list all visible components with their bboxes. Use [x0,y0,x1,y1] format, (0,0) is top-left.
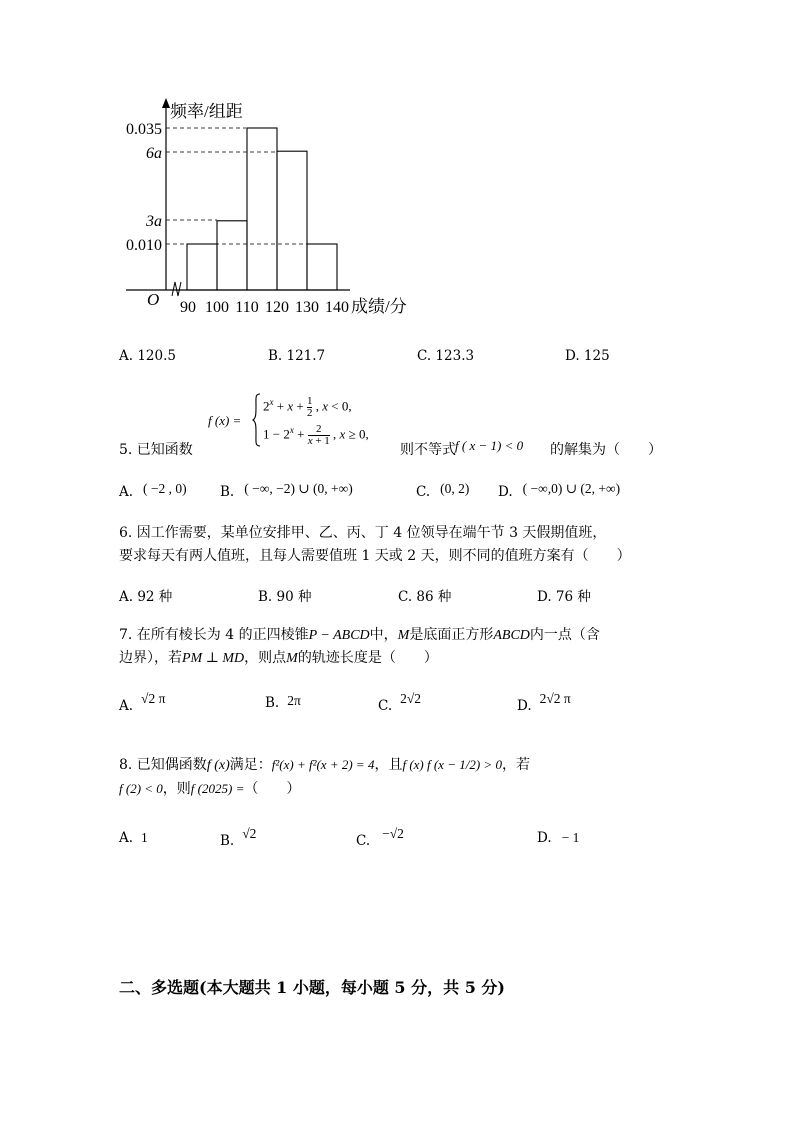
q8-option-a[interactable]: A. 1 [119,830,148,846]
histogram-chart [0,0,794,330]
histogram-bar-4 [277,151,307,290]
q4-option-a[interactable]: A. 120.5 [119,348,176,364]
x-tick-120: 120 [265,299,289,316]
q5-piece-2: $1 - 2^x$ + $\frac{2}{x + 1}$ , x ≥ 0, [263,423,369,447]
y-tick-0035: 0.035 [126,121,162,138]
q5-inequality: f ( x − 1) < 0 [455,438,524,453]
q8-line-2: f (2) < 0，则f (2025) =（ ） [119,781,301,797]
q6-option-a[interactable]: A. 92 种 [119,589,173,605]
x-tick-130: 130 [295,299,319,316]
y-axis-arrow [162,98,170,108]
q7-option-d[interactable]: D. 2√2 π [517,691,571,714]
q7-option-a[interactable]: A. √2 π [119,691,166,714]
q8-line-1: 8. 已知偶函数f (x)满足：f²(x) + f²(x + 2) = 4，且f (x) f (x − 1/2) > 0，若 [119,757,530,773]
q6-option-b[interactable]: B. 90 种 [258,589,312,605]
q4-option-b[interactable]: B. 121.7 [268,348,326,364]
q7-option-c[interactable]: C. 2√2 [378,691,422,714]
q5-piece-1: $2^x + x$ + $\frac{1}{2}$ , x < 0, [263,395,352,419]
q6-option-d[interactable]: D. 76 种 [537,589,591,605]
q5-option-c[interactable]: C. (0, 2) [416,481,470,500]
y-axis-label: 频率/组距 [170,102,243,121]
x-tick-90: 90 [180,299,196,316]
q7-line-2: 边界），若PM ⊥ MD，则点M的轨迹长度是（ ） [119,650,438,666]
q5-option-a[interactable]: A. ( −2 , 0) [119,481,187,500]
y-tick-3a: 3a [146,213,162,230]
x-tick-110: 110 [235,299,259,316]
q5-func-lhs: f (x) = [208,413,242,428]
section-2-title: 二、多选题(本大题共 1 小题，每小题 5 分，共 5 分) [119,978,505,997]
x-tick-140: 140 [325,299,349,316]
q7-option-b[interactable]: B. 2π [265,693,301,711]
q8-option-b[interactable]: B. √2 [220,826,257,849]
q6-line-1: 6. 因工作需要，某单位安排甲、乙、丙、丁 4 位领导在端午节 3 天假期值班， [119,525,607,541]
q4-option-c[interactable]: C. 123.3 [417,348,475,364]
q6-option-c[interactable]: C. 86 种 [398,589,452,605]
q5-option-b[interactable]: B. ( −∞, −2) ∪ (0, +∞) [220,481,353,500]
histogram-bar-2 [217,221,247,290]
axis-break-mark [172,282,181,296]
q5-tail-pre: 则不等式 [400,442,456,458]
origin-label: O [147,290,160,309]
q8-option-c[interactable]: C. −√2 [356,826,404,849]
q6-line-2: 要求每天有两人值班，且每人需要值班 1 天或 2 天，则不同的值班方案有（ ） [119,548,631,564]
y-tick-0010: 0.010 [126,237,162,254]
y-tick-6a: 6a [146,145,162,162]
q5-number: 5. 已知函数 [119,442,193,458]
histogram-bar-5 [307,244,337,290]
x-tick-100: 100 [205,299,229,316]
q5-option-d[interactable]: D. ( −∞,0) ∪ (2, +∞) [498,481,621,500]
q8-option-d[interactable]: D. − 1 [537,830,580,846]
piecewise-brace [252,392,262,448]
x-axis-label: 成绩/分 [351,297,407,316]
histogram-bar-1 [187,244,217,290]
q5-tail-post: 的解集为（ ） [550,442,662,458]
q4-option-d[interactable]: D. 125 [565,348,610,364]
q7-line-1: 7. 在所有棱长为 4 的正四棱锥P − ABCD中，M是底面正方形ABCD内一点（含 [119,627,600,643]
